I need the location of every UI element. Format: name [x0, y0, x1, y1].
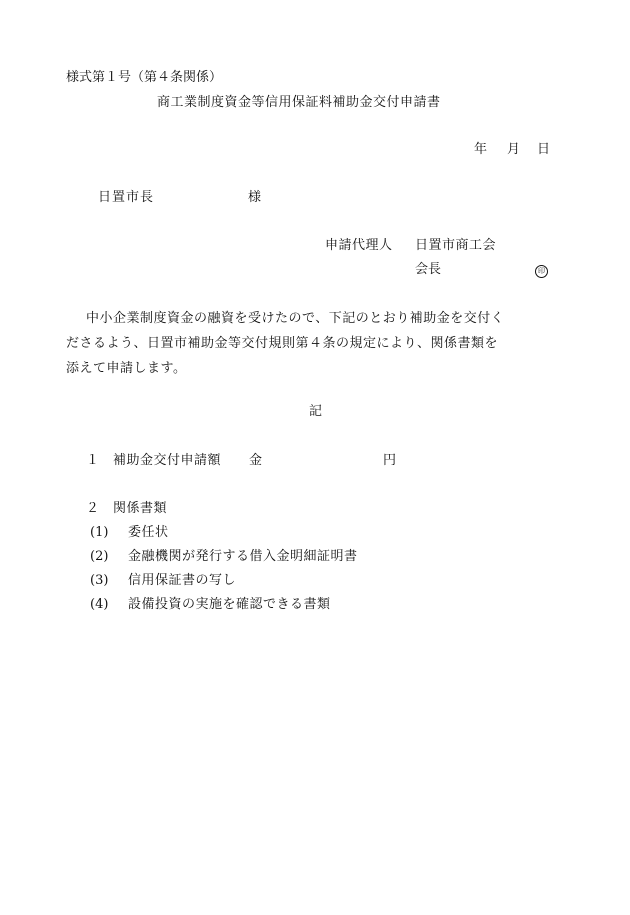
- doc-3-number: (3): [90, 573, 109, 588]
- ki-heading: 記: [309, 404, 323, 419]
- item1-unit: 円: [383, 453, 397, 468]
- item1-number: １: [86, 453, 100, 468]
- doc-2-label: 金融機関が発行する借入金明細証明書: [128, 549, 358, 564]
- body-line-3: 添えて申請します。: [66, 361, 187, 376]
- doc-1-label: 委任状: [128, 525, 169, 540]
- doc-3-label: 信用保証書の写し: [128, 573, 237, 588]
- item1-label: 補助金交付申請額: [113, 453, 222, 468]
- addressee-name: 日置市長: [98, 190, 155, 205]
- seal-mark-text: 印: [535, 265, 548, 278]
- applicant-role: 申請代理人: [325, 238, 393, 253]
- doc-1-number: (1): [90, 525, 109, 540]
- date-month: 月: [507, 142, 521, 157]
- addressee-honorific: 様: [248, 190, 262, 205]
- form-number: 様式第１号（第４条関係）: [66, 70, 223, 85]
- body-paragraph: [66, 306, 566, 381]
- doc-4-label: 設備投資の実施を確認できる書類: [128, 597, 331, 612]
- seal-mark-icon: [535, 262, 548, 278]
- doc-2-number: (2): [90, 549, 109, 564]
- applicant-organization: 日置市商工会: [415, 238, 497, 253]
- item2-number: ２: [86, 501, 100, 516]
- date-year: 年: [474, 142, 488, 157]
- doc-4-number: (4): [90, 597, 109, 612]
- item1-prefix: 金: [249, 453, 263, 468]
- document-title: 商工業制度資金等信用保証料補助金交付申請書: [157, 95, 441, 110]
- item2-label: 関係書類: [113, 501, 168, 516]
- applicant-title: 会長: [415, 262, 442, 277]
- body-line-2: ださるよう、日置市補助金等交付規則第４条の規定により、関係書類を: [66, 336, 499, 351]
- date-day: 日: [537, 142, 551, 157]
- body-line-1: 中小企業制度資金の融資を受けたので、下記のとおり補助金を交付く: [86, 311, 505, 326]
